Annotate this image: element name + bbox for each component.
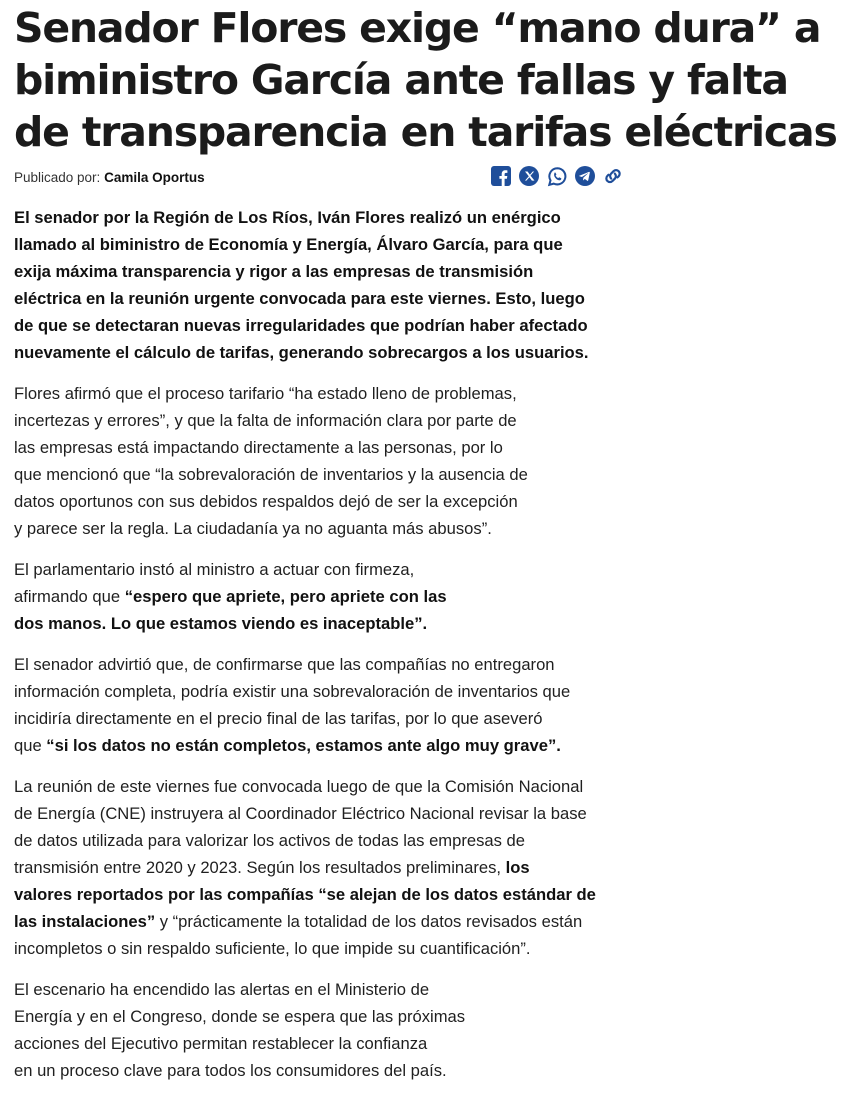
- byline: [14, 170, 205, 185]
- headline: [14, 2, 844, 158]
- lead-paragraph: [14, 204, 634, 366]
- text-line: eléctrica en la reunión urgente convocada para este viernes. Esto, luego: [14, 289, 585, 308]
- text-line: las empresas está impactando directamente a las personas, por lo: [14, 438, 503, 457]
- text-line: El senador por la Región de Los Ríos, Iván Flores realizó un enérgico: [14, 208, 561, 227]
- facebook-share-button[interactable]: [490, 164, 512, 188]
- text-line: de datos utilizada para valorizar los activos de todas las empresas de: [14, 831, 525, 850]
- text-line: incertezas y errores”, y que la falta de información clara por parte de: [14, 411, 517, 430]
- text-line: [14, 881, 634, 908]
- text-line: nuevamente el cálculo de tarifas, generando sobrecargos a los usuarios.: [14, 343, 589, 362]
- quote-bold: dos manos. Lo que estamos viendo es inaceptable”: [14, 614, 423, 633]
- text-line: de Energía (CNE) instruyera al Coordinador Eléctrico Nacional revisar la base: [14, 804, 587, 823]
- text-span: que: [14, 736, 47, 755]
- text-line: [14, 732, 634, 759]
- byline-prefix: Publicado por:: [14, 170, 101, 185]
- text-line: llamado al biministro de Economía y Energía, Álvaro García, para que: [14, 235, 563, 254]
- text-span: transmisión entre 2020 y 2023. Según los resultados preliminares,: [14, 858, 506, 877]
- quote-bold: las instalaciones”: [14, 912, 156, 931]
- x-share-button[interactable]: [518, 164, 540, 188]
- text-span: y “prácticamente la totalidad de los datos revisados están: [155, 912, 583, 931]
- text-line: El escenario ha encendido las alertas en el Ministerio de: [14, 980, 430, 999]
- paragraph: [14, 773, 634, 962]
- headline-line: de transparencia en tarifas eléctricas: [14, 108, 837, 156]
- byline-row: [14, 164, 634, 194]
- text-line: datos oportunos con sus debidos respaldos dejó de ser la excepción: [14, 492, 518, 511]
- text-line: La reunión de este viernes fue convocada luego de que la Comisión Nacional: [14, 777, 584, 796]
- text-line: y parece ser la regla. La ciudadanía ya no aguanta más abusos”.: [14, 519, 492, 538]
- text-line: El parlamentario instó al ministro a actuar con firmeza,: [14, 560, 415, 579]
- paragraph: [14, 651, 634, 759]
- text-line: El senador advirtió que, de confirmarse que las compañías no entregaron: [14, 655, 555, 674]
- article-body: [14, 204, 634, 1098]
- text-line: que mencionó que “la sobrevaloración de inventarios y la ausencia de: [14, 465, 528, 484]
- headline-line: Senador Flores exige “mano dura” a: [14, 4, 821, 52]
- quote-bold: “si los datos no están completos, estamos ante algo muy grave”: [46, 736, 557, 755]
- text-line: de que se detectaran nuevas irregularidades que podrían haber afectado: [14, 316, 588, 335]
- text-line: información completa, podría existir una sobrevaloración de inventarios que: [14, 682, 571, 701]
- text-line: [14, 908, 634, 935]
- text-line: exija máxima transparencia y rigor a las empresas de transmisión: [14, 262, 534, 281]
- text-line: Flores afirmó que el proceso tarifario “ha estado lleno de problemas,: [14, 384, 517, 403]
- quote-bold: “espero que apriete, pero apriete con las: [124, 587, 447, 606]
- text-span: afirmando que: [14, 587, 125, 606]
- whatsapp-icon: [547, 166, 568, 187]
- x-icon: [519, 166, 539, 186]
- headline-line: biministro García ante fallas y falta: [14, 56, 788, 104]
- quote-bold: los: [505, 858, 530, 877]
- facebook-icon: [491, 166, 511, 186]
- telegram-share-button[interactable]: [574, 164, 596, 188]
- quote-bold: valores reportados por las compañías “se alejan de los datos estándar de: [14, 885, 596, 904]
- byline-author[interactable]: Camila Oportus: [104, 170, 205, 185]
- whatsapp-share-button[interactable]: [546, 164, 568, 188]
- text-line: [14, 583, 634, 610]
- paragraph: [14, 380, 634, 542]
- text-line: incompletos o sin respaldo suficiente, lo que impide su cuantificación”.: [14, 939, 531, 958]
- text-span: .: [422, 614, 428, 633]
- text-line: incidiría directamente en el precio final de las tarifas, por lo que aseveró: [14, 709, 543, 728]
- text-line: en un proceso clave para todos los consumidores del país.: [14, 1061, 447, 1080]
- telegram-icon: [575, 166, 595, 186]
- text-line: Energía y en el Congreso, donde se espera que las próximas: [14, 1007, 466, 1026]
- paragraph: [14, 556, 634, 637]
- text-span: .: [556, 736, 561, 755]
- text-line: [14, 610, 634, 637]
- share-bar: [490, 164, 624, 188]
- text-line: [14, 854, 634, 881]
- copy-link-button[interactable]: [602, 164, 624, 188]
- text-line: acciones del Ejecutivo permitan restablecer la confianza: [14, 1034, 428, 1053]
- link-icon: [602, 166, 624, 186]
- paragraph: [14, 976, 634, 1084]
